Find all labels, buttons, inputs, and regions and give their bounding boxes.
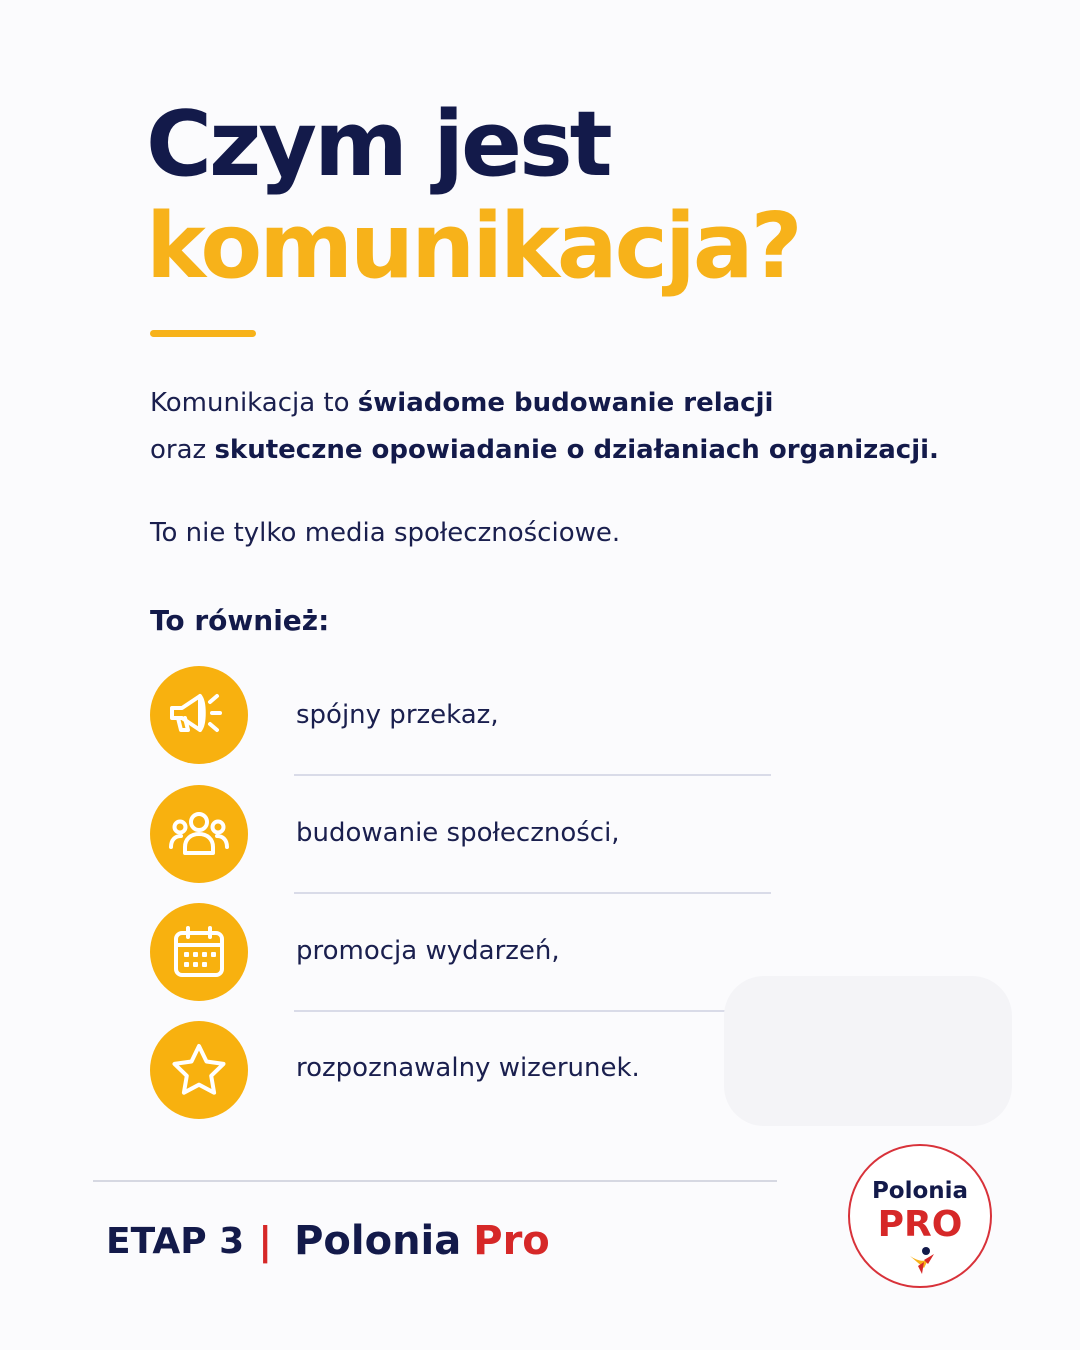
intro-line-1-emphasis: świadome budowanie relacji xyxy=(357,388,774,418)
list-item-label: rozpoznawalny wizerunek. xyxy=(296,1053,640,1083)
list-item-label: promocja wydarzeń, xyxy=(296,936,560,966)
list-divider xyxy=(294,892,771,894)
brand-name: Polonia xyxy=(294,1218,462,1264)
megaphone-icon xyxy=(150,666,248,764)
footer-separator: | xyxy=(258,1219,273,1263)
community-icon xyxy=(150,785,248,883)
footer xyxy=(106,1218,550,1264)
page-title-line-1: Czym jest xyxy=(146,92,610,197)
star-icon xyxy=(150,1021,248,1119)
list-divider xyxy=(294,1010,726,1012)
logo-figure-icon xyxy=(904,1246,940,1276)
list-divider xyxy=(294,774,771,776)
page-title-line-2: komunikacja? xyxy=(146,194,800,299)
list-item-label: spójny przekaz, xyxy=(296,700,499,730)
brand-name-accent: Pro xyxy=(473,1218,550,1264)
calendar-icon xyxy=(150,903,248,1001)
intro-line-1 xyxy=(150,380,939,427)
logo-line-2: PRO xyxy=(877,1204,963,1245)
intro-paragraph xyxy=(150,380,939,474)
title-underline xyxy=(150,330,256,337)
also-heading: To również: xyxy=(150,604,330,637)
footer-divider xyxy=(93,1180,777,1182)
intro-line-2 xyxy=(150,427,939,474)
intro-line-2-emphasis: skuteczne opowiadanie o działaniach organizacji. xyxy=(214,435,939,465)
not-only-text: To nie tylko media społecznościowe. xyxy=(150,518,621,548)
logo-line-1: Polonia xyxy=(871,1178,969,1204)
polonia-pro-logo xyxy=(848,1144,992,1288)
background-card xyxy=(724,976,1012,1126)
list-item-label: budowanie społeczności, xyxy=(296,818,620,848)
stage-label: ETAP 3 xyxy=(106,1220,245,1262)
intro-line-1-text: Komunikacja to xyxy=(150,388,358,418)
intro-line-2-text: oraz xyxy=(150,435,215,465)
